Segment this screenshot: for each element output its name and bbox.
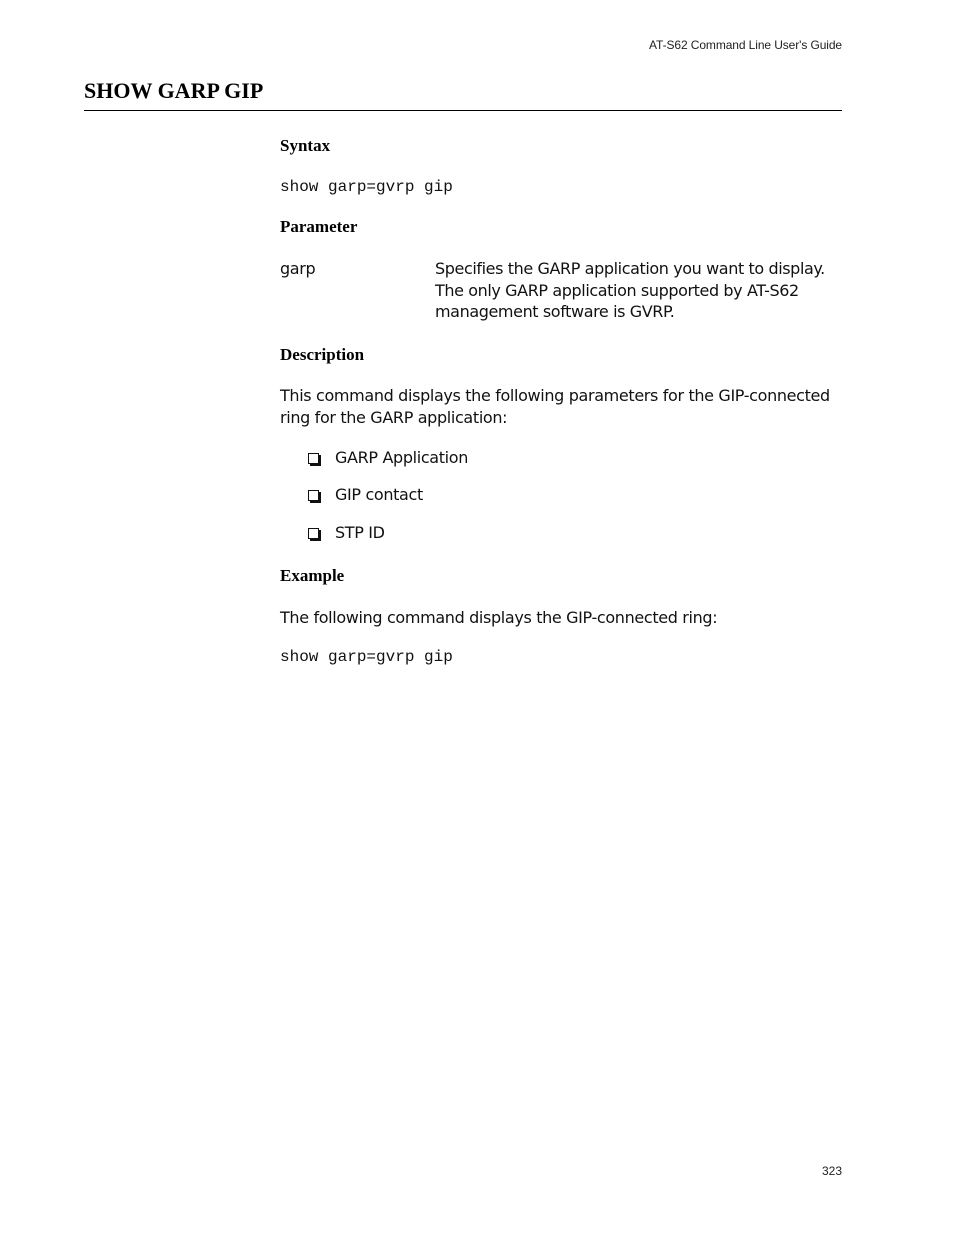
checkbox-bullet-icon xyxy=(308,490,319,501)
example-command: show garp=gvrp gip xyxy=(280,648,453,666)
list-item xyxy=(308,448,468,467)
list-item-label: GIP contact xyxy=(335,485,423,504)
title-divider xyxy=(84,110,842,111)
list-item xyxy=(308,485,423,504)
parameter-description: Specifies the GARP application you want to display. The only GARP application supported by AT-S62 management software is GVRP. xyxy=(435,259,825,321)
page-title: SHOW GARP GIP xyxy=(84,78,264,103)
running-header: AT-S62 Command Line User's Guide xyxy=(649,38,842,52)
parameter-heading: Parameter xyxy=(280,217,358,236)
list-item-label: GARP Application xyxy=(335,448,468,467)
list-item xyxy=(308,523,385,542)
example-text: The following command displays the GIP-connected ring: xyxy=(280,608,718,627)
example-heading: Example xyxy=(280,566,345,585)
description-heading: Description xyxy=(280,345,365,364)
parameter-name: garp xyxy=(280,259,316,278)
checkbox-bullet-icon xyxy=(308,453,319,464)
description-text: This command displays the following parameters for the GIP-connected ring for the GARP application: xyxy=(280,386,830,427)
syntax-command: show garp=gvrp gip xyxy=(280,178,453,196)
checkbox-bullet-icon xyxy=(308,528,319,539)
syntax-heading: Syntax xyxy=(280,136,331,155)
page-number: 323 xyxy=(821,1164,842,1178)
list-item-label: STP ID xyxy=(335,523,385,542)
